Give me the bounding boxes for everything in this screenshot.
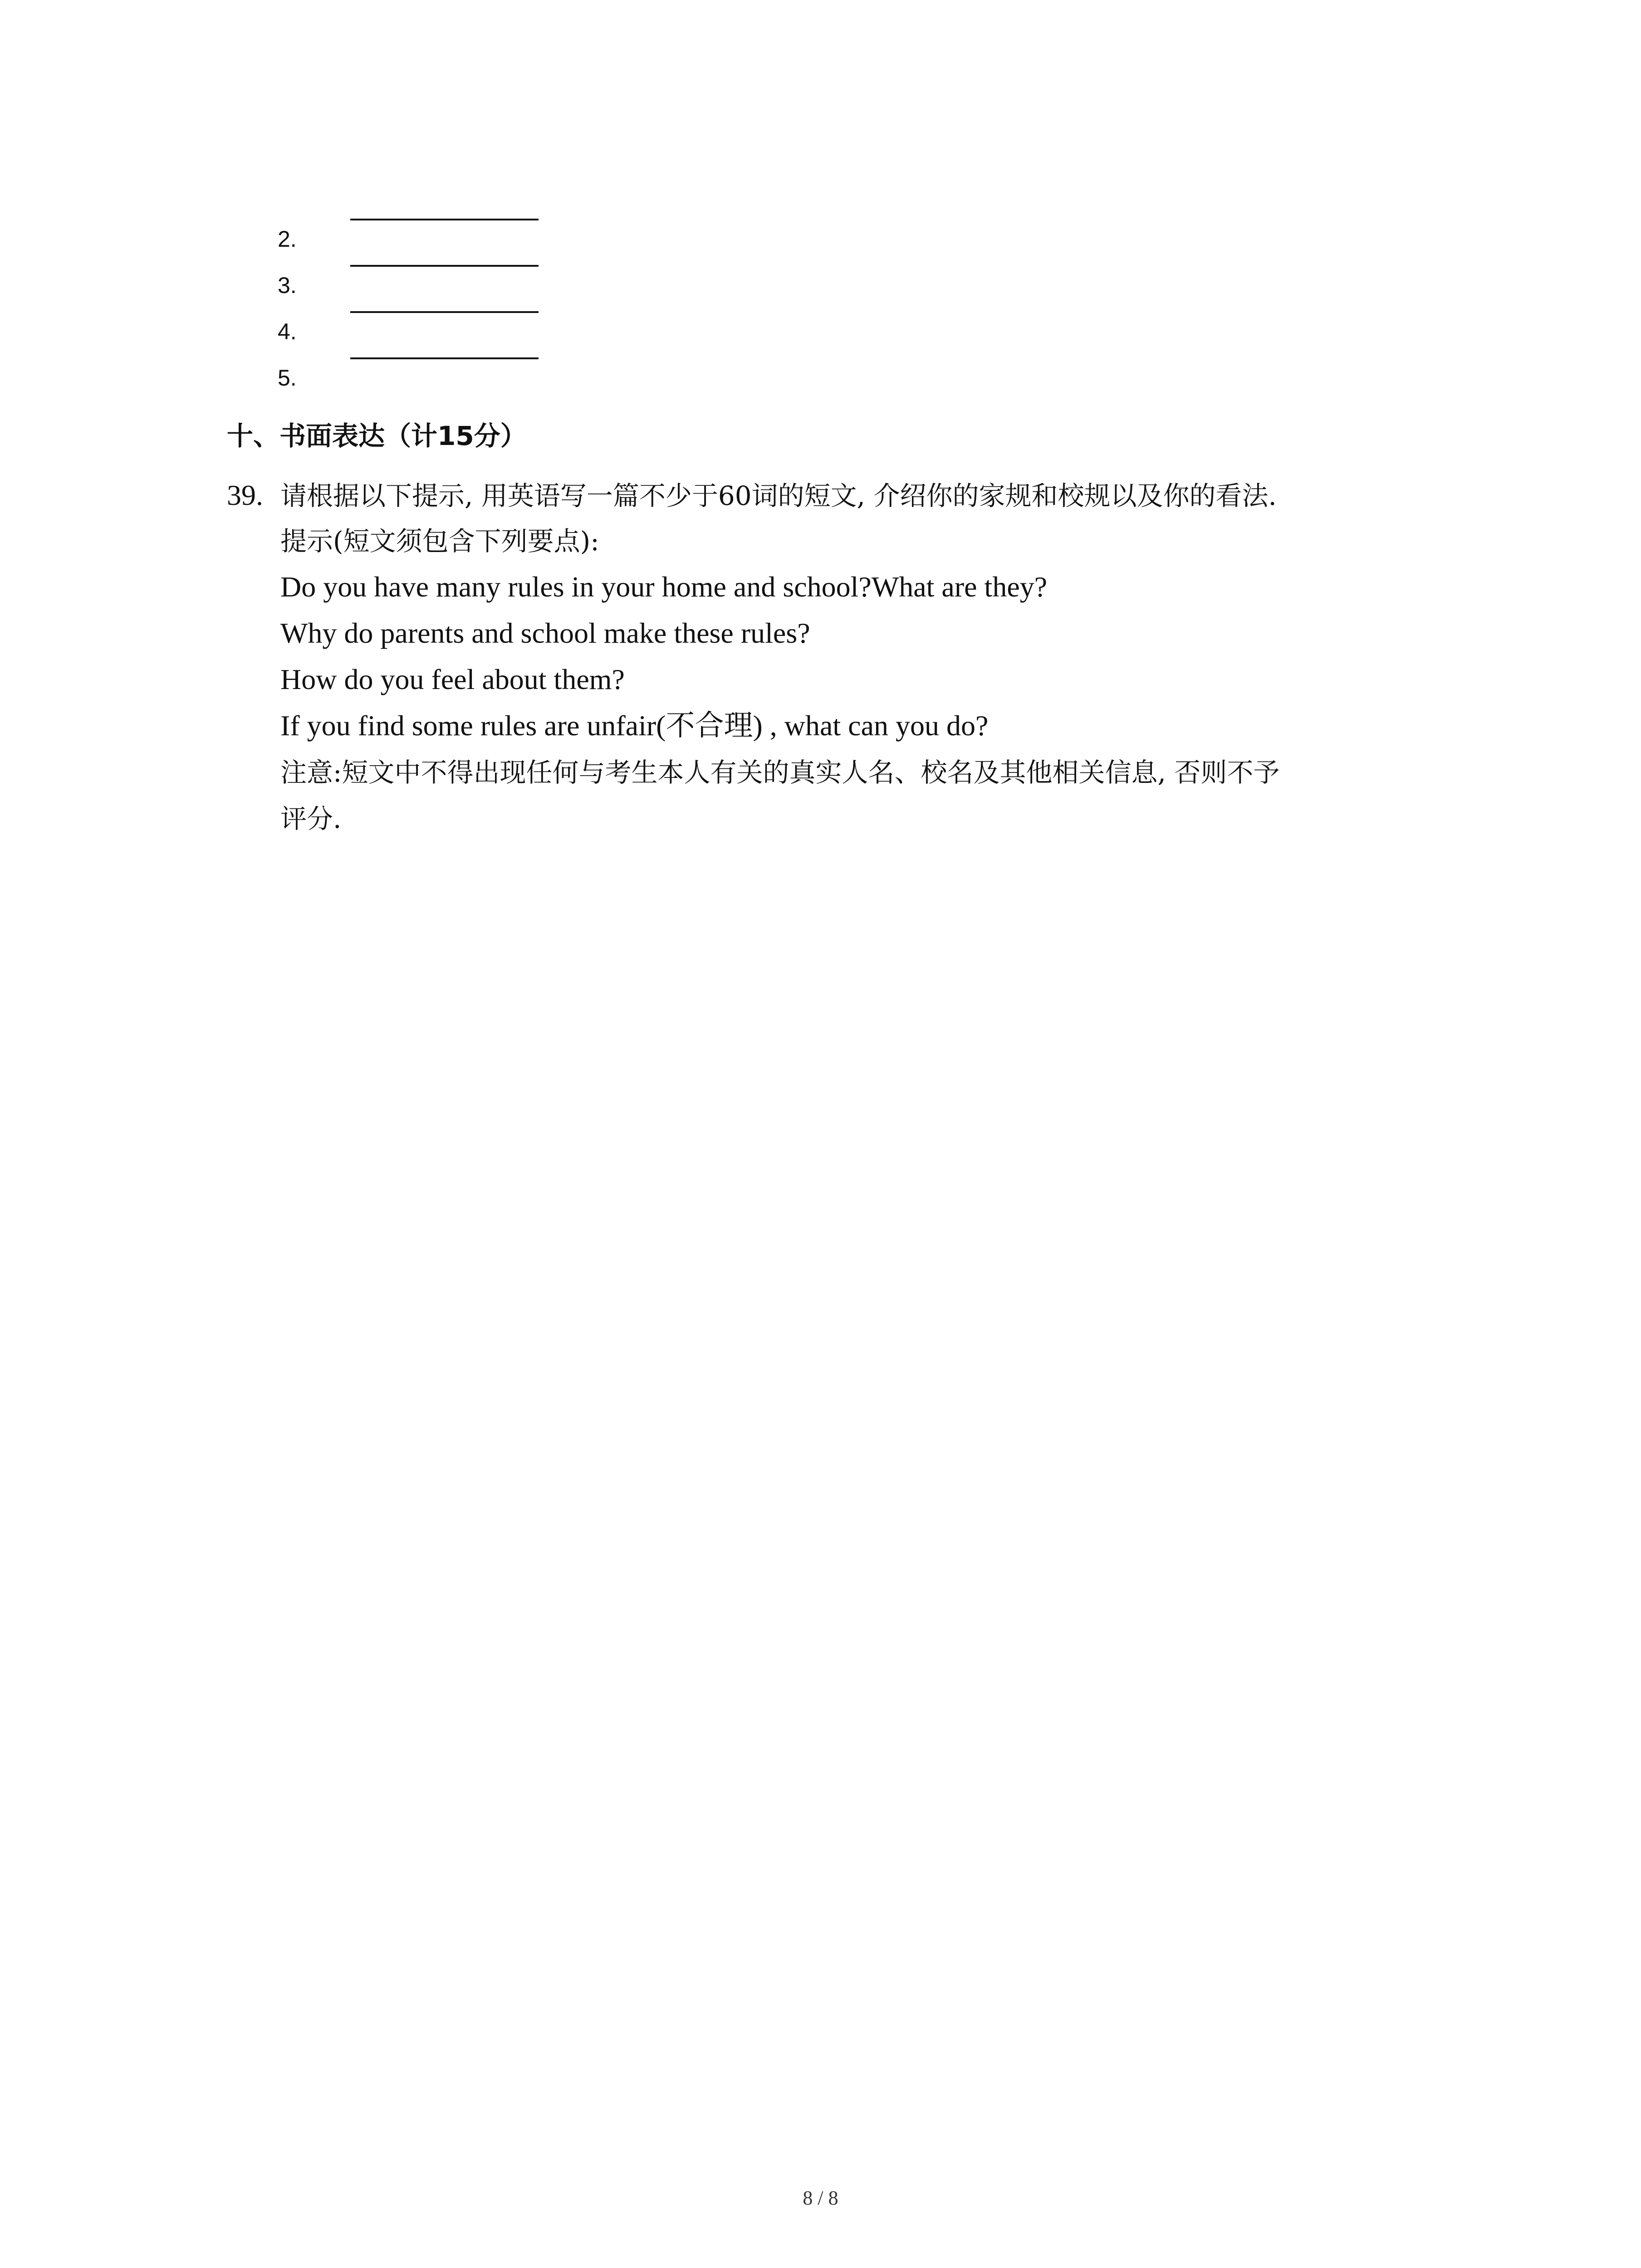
answer-blank-row [278,259,595,305]
answer-blank-number: 2. [278,226,297,252]
answer-blank-line[interactable] [350,265,539,267]
hint-point: Why do parents and school make these rules? [280,617,810,649]
hint-point: Do you have many rules in your home and school?What are they? [280,571,1048,603]
hint-point: How do you feel about them? [280,663,625,695]
answer-blank-number: 4. [278,319,297,344]
note-text-continued: 评分. [280,803,342,834]
question-number: 39. [227,479,263,511]
answer-blank-row [278,306,595,351]
question-prompt: 请根据以下提示, 用英语写一篇不少于60词的短文, 介绍你的家规和校规以及你的看法. [280,480,1277,511]
answer-blank-row [278,213,595,259]
answer-blank-number: 5. [278,365,297,391]
answer-blank-line[interactable] [350,311,539,313]
hint-point: If you find some rules are unfair(不合理) , what can you do? [280,709,989,742]
answer-blank-number: 3. [278,273,297,298]
page-indicator: 8 / 8 [803,2187,838,2209]
answer-blank-line[interactable] [350,219,539,220]
answer-blank-row [278,352,595,397]
hint-label: 提示(短文须包含下列要点): [280,526,599,557]
section-title: 十、书面表达（计15分） [227,420,527,451]
answer-blank-line[interactable] [350,357,539,359]
note-text: 注意:短文中不得出现任何与考生本人有关的真实人名、校名及其他相关信息, 否则不予 [280,757,1280,788]
